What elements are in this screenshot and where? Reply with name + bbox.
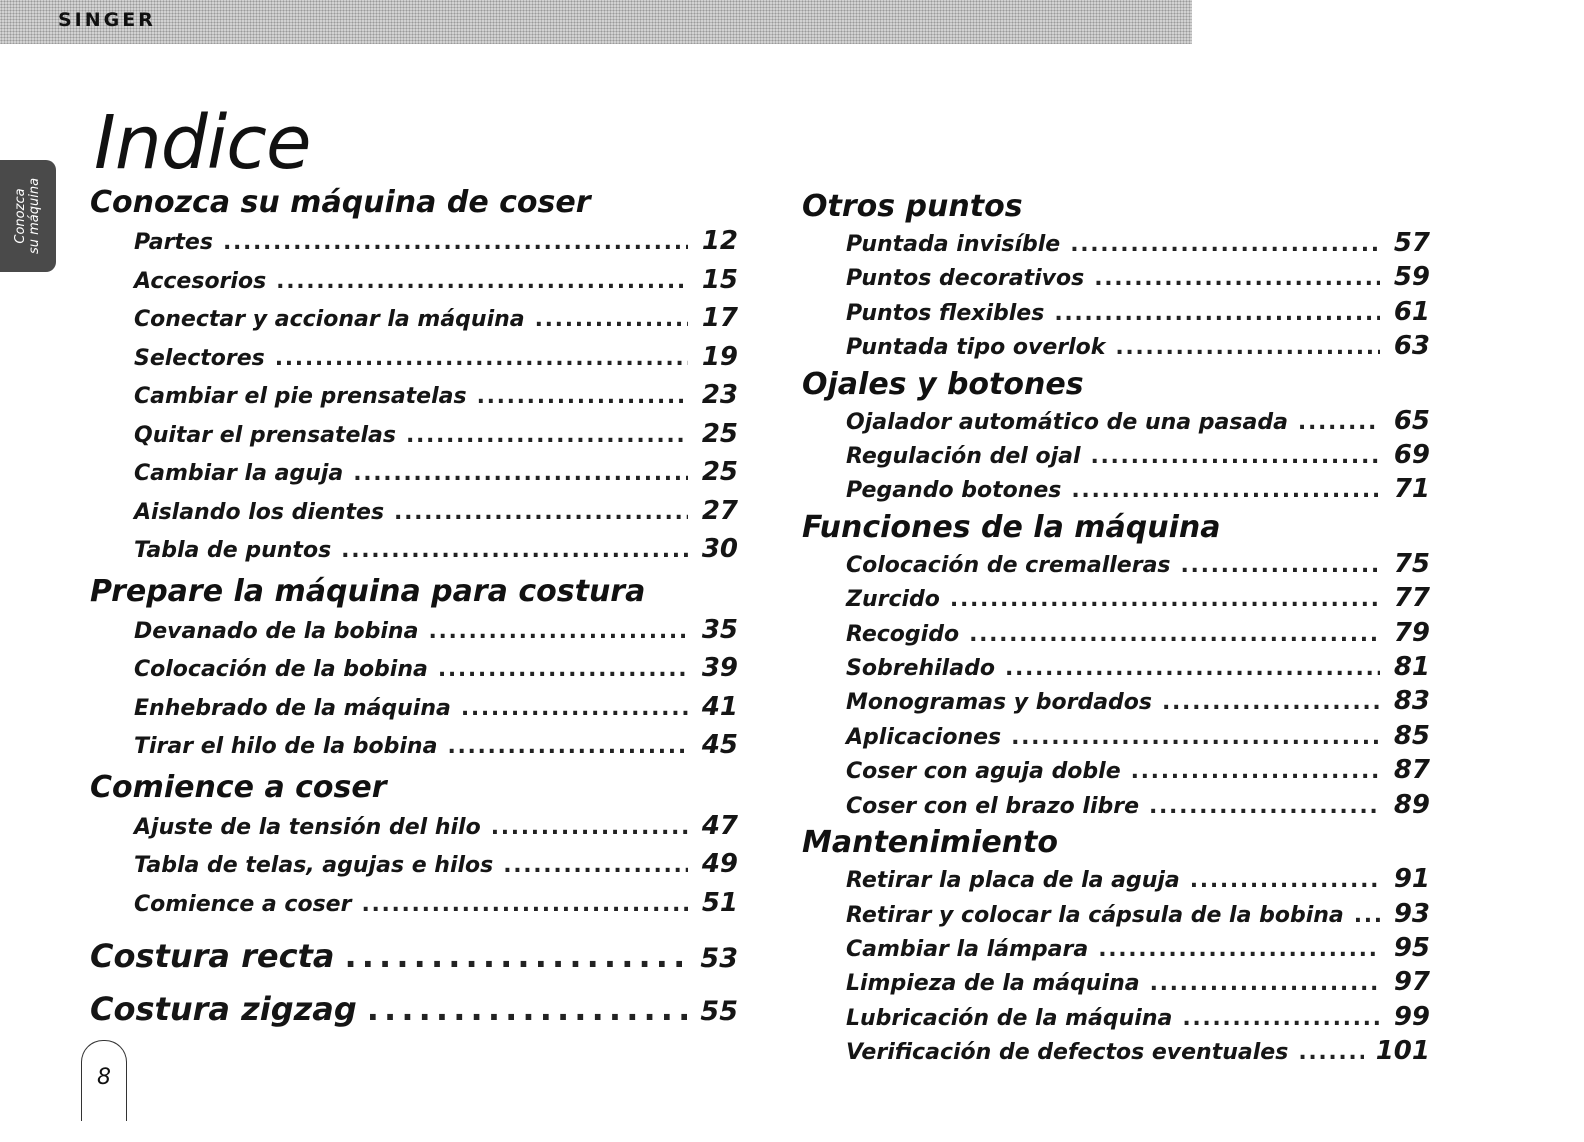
dot-leader — [1190, 865, 1380, 897]
toc-entry[interactable] — [134, 689, 738, 728]
side-tab-line1: Conozca — [13, 188, 28, 244]
toc-entry[interactable] — [134, 531, 738, 570]
entry-page: 53 — [700, 943, 738, 974]
entry-page: 77 — [1393, 583, 1430, 614]
entry-page: 83 — [1393, 686, 1430, 717]
dot-leader — [1054, 298, 1380, 330]
entry-page: 91 — [1393, 864, 1430, 895]
entry-label: Tirar el hilo de la bobina — [134, 734, 438, 759]
entry-label: Puntada tipo overlok — [846, 335, 1106, 361]
dot-leader — [344, 931, 688, 981]
entry-label: Coser con aguja doble — [846, 759, 1121, 785]
dot-leader — [1298, 1037, 1363, 1069]
dot-leader — [341, 532, 688, 570]
toc-entry[interactable] — [134, 377, 738, 416]
toc-entry[interactable] — [134, 493, 738, 532]
toc-entry[interactable] — [846, 651, 1430, 685]
toc-entry[interactable] — [846, 261, 1430, 295]
entry-page: 71 — [1393, 474, 1430, 505]
toc-entry[interactable] — [846, 330, 1430, 364]
entry-page: 15 — [701, 264, 738, 295]
side-tab-line2: su máquina — [27, 177, 42, 255]
section-title: Otros puntos — [802, 189, 1023, 224]
entry-label: Ajuste de la tensión del hilo — [134, 814, 481, 840]
entry-label: Limpieza de la máquina — [846, 971, 1140, 997]
toc-entry[interactable] — [846, 405, 1430, 439]
entry-page: 63 — [1393, 331, 1430, 362]
section-title: Ojales y botones — [802, 366, 1084, 402]
entry-page: 41 — [701, 691, 738, 722]
entry-page: 69 — [1393, 440, 1430, 471]
toc-entry[interactable] — [134, 416, 738, 455]
toc-entry[interactable] — [846, 548, 1430, 582]
entry-label: Aislando los dientes — [134, 499, 385, 525]
dot-leader — [1149, 791, 1380, 823]
toc-entry[interactable] — [134, 454, 738, 493]
entry-label: Zurcido — [846, 587, 940, 613]
entry-page: 79 — [1393, 617, 1430, 648]
entry-label: Pegando botones — [846, 478, 1062, 504]
dot-leader — [1098, 934, 1380, 966]
entry-page: 97 — [1393, 967, 1430, 998]
dot-leader — [1150, 968, 1380, 1000]
dot-leader — [428, 613, 688, 651]
entry-label: Cambiar la aguja — [134, 461, 344, 486]
toc-entry[interactable] — [846, 898, 1430, 932]
entry-label: Costura recta — [90, 937, 335, 975]
dot-leader — [477, 378, 688, 416]
page-number-tab — [81, 1040, 127, 1121]
dot-leader — [950, 584, 1380, 616]
entry-label: Verificación de defectos eventuales — [846, 1040, 1289, 1066]
dot-leader — [1094, 263, 1380, 295]
dot-leader — [969, 619, 1380, 651]
toc-entry[interactable] — [846, 617, 1430, 651]
entry-label: Ojalador automático de una pasada — [846, 409, 1288, 435]
toc-entry[interactable] — [846, 296, 1430, 330]
dot-leader — [1162, 687, 1380, 719]
entry-label: Retirar y colocar la cápsula de la bobina — [846, 902, 1344, 928]
section-title: Mantenimiento — [802, 825, 1058, 861]
entry-page: 61 — [1393, 296, 1430, 327]
toc-entry[interactable] — [134, 846, 738, 885]
dot-leader — [503, 847, 688, 885]
toc-entry[interactable] — [846, 473, 1430, 507]
dot-leader — [1005, 653, 1380, 685]
toc-entry[interactable] — [134, 300, 738, 339]
side-tab — [0, 160, 56, 272]
dot-leader — [367, 984, 688, 1034]
dot-leader — [438, 651, 688, 689]
dot-leader — [1298, 407, 1380, 439]
entry-label: Cambiar la lámpara — [846, 936, 1089, 962]
brand-logo: SINGER — [58, 9, 156, 31]
entry-page: 25 — [701, 457, 738, 487]
entry-label: Regulación del ojal — [846, 444, 1081, 470]
entry-page: 30 — [701, 534, 738, 564]
entry-label: Colocación de la bobina — [134, 657, 428, 682]
dot-leader — [275, 340, 688, 378]
toc-section — [802, 823, 1430, 1069]
entry-label: Puntos flexibles — [846, 300, 1045, 326]
section-title: Comience a coser — [90, 769, 387, 805]
entry-label: Lubricación de la máquina — [846, 1005, 1173, 1031]
entry-page: 25 — [701, 418, 738, 449]
entry-label: Cambiar el pie prensatelas — [134, 384, 467, 409]
toc-entry[interactable] — [846, 754, 1430, 788]
entry-page: 89 — [1393, 789, 1430, 820]
entry-page: 23 — [701, 380, 738, 410]
toc-entry[interactable] — [134, 727, 738, 766]
toc-entry[interactable] — [134, 885, 738, 924]
section-title: Conozca su máquina de coser — [90, 185, 591, 220]
entry-page: 55 — [700, 996, 738, 1027]
toc-entry[interactable] — [846, 789, 1430, 823]
entry-label: Monogramas y bordados — [846, 690, 1153, 716]
toc-entry[interactable] — [846, 227, 1430, 261]
entry-page: 57 — [1393, 228, 1430, 258]
entry-page: 19 — [701, 341, 738, 372]
toc-entry[interactable] — [846, 439, 1430, 473]
entry-page: 27 — [701, 495, 738, 526]
toc-section — [802, 187, 1430, 365]
toc-entry-standalone[interactable] — [90, 984, 738, 1037]
toc-section — [802, 508, 1430, 823]
entry-label: Recogido — [846, 621, 960, 647]
entry-label: Retirar la placa de la aguja — [846, 868, 1180, 894]
dot-leader — [406, 417, 688, 455]
entry-label: Aplicaciones — [846, 724, 1002, 750]
entry-label: Enhebrado de la máquina — [134, 695, 451, 721]
toc-entry[interactable] — [846, 720, 1430, 754]
entry-label: Partes — [134, 230, 213, 255]
toc-entry[interactable] — [846, 1035, 1430, 1069]
dot-leader — [1011, 722, 1380, 754]
dot-leader — [1182, 1003, 1380, 1035]
toc-entry[interactable] — [846, 582, 1430, 616]
toc-section — [90, 572, 738, 766]
header-bar — [0, 0, 1192, 44]
page-number: 8 — [97, 1065, 111, 1090]
entry-label: Quitar el prensatelas — [134, 422, 396, 448]
entry-label: Accesorios — [134, 268, 267, 294]
toc-entry[interactable] — [134, 339, 738, 378]
entry-label: Tabla de telas, agujas e hilos — [134, 853, 494, 878]
entry-page: 35 — [701, 614, 738, 645]
dot-leader — [1115, 332, 1380, 364]
dot-leader — [447, 728, 688, 766]
dot-leader — [1354, 900, 1380, 932]
dot-leader — [1091, 441, 1381, 473]
entry-page: 51 — [701, 887, 738, 918]
side-tab-label — [14, 178, 42, 254]
toc-entry[interactable] — [846, 966, 1430, 1000]
entry-page: 99 — [1393, 1001, 1430, 1032]
entry-page: 59 — [1393, 262, 1430, 293]
toc-entry[interactable] — [846, 685, 1430, 719]
entry-page: 49 — [701, 849, 738, 879]
toc-left-column — [90, 183, 738, 1037]
dot-leader — [223, 224, 688, 262]
toc-section — [802, 365, 1430, 508]
dot-leader — [535, 301, 688, 339]
entry-page: 81 — [1393, 652, 1430, 683]
entry-label: Coser con el brazo libre — [846, 793, 1140, 819]
dot-leader — [461, 690, 688, 728]
toc-section — [90, 768, 738, 924]
entry-label: Devanado de la bobina — [134, 618, 419, 644]
toc-entry[interactable] — [134, 650, 738, 689]
entry-label: Comience a coser — [134, 891, 352, 917]
entry-page: 45 — [701, 730, 738, 760]
toc-entry-standalone[interactable] — [90, 931, 738, 984]
entry-page: 47 — [701, 810, 738, 841]
entry-label: Puntada invisíble — [846, 232, 1061, 257]
section-title: Prepare la máquina para costura — [90, 573, 646, 609]
toc-section — [90, 183, 738, 570]
toc-entry[interactable] — [134, 612, 738, 651]
page-title: Indice — [94, 100, 311, 186]
entry-page: 95 — [1393, 932, 1430, 963]
toc-entry[interactable] — [846, 863, 1430, 897]
entry-label: Tabla de puntos — [134, 538, 332, 563]
dot-leader — [394, 494, 688, 532]
entry-page: 65 — [1393, 405, 1430, 436]
dot-leader — [1070, 229, 1380, 261]
entry-page: 87 — [1393, 755, 1430, 786]
toc-entry[interactable] — [134, 223, 738, 262]
dot-leader — [491, 809, 688, 847]
entry-page: 17 — [701, 303, 738, 333]
entry-page: 39 — [701, 653, 738, 683]
section-title: Funciones de la máquina — [802, 509, 1221, 545]
entry-label: Costura zigzag — [90, 990, 357, 1028]
toc-entry[interactable] — [134, 808, 738, 847]
dot-leader — [1181, 550, 1380, 582]
entry-label: Colocación de cremalleras — [846, 552, 1171, 578]
entry-page: 12 — [701, 226, 738, 256]
dot-leader — [1071, 475, 1380, 507]
dot-leader — [1131, 756, 1380, 788]
toc-entry[interactable] — [846, 932, 1430, 966]
toc-entry[interactable] — [134, 262, 738, 301]
dot-leader — [361, 886, 688, 924]
entry-page: 75 — [1393, 548, 1430, 579]
toc-entry[interactable] — [846, 1001, 1430, 1035]
entry-page: 93 — [1393, 898, 1430, 929]
entry-label: Selectores — [134, 345, 265, 371]
dot-leader — [276, 263, 688, 301]
toc-right-column — [802, 187, 1430, 1070]
entry-page: 101 — [1375, 1036, 1430, 1067]
entry-label: Sobrehilado — [846, 656, 995, 682]
entry-label: Puntos decorativos — [846, 266, 1085, 292]
dot-leader — [353, 455, 688, 493]
entry-page: 85 — [1393, 720, 1430, 751]
entry-label: Conectar y accionar la máquina — [134, 307, 525, 332]
